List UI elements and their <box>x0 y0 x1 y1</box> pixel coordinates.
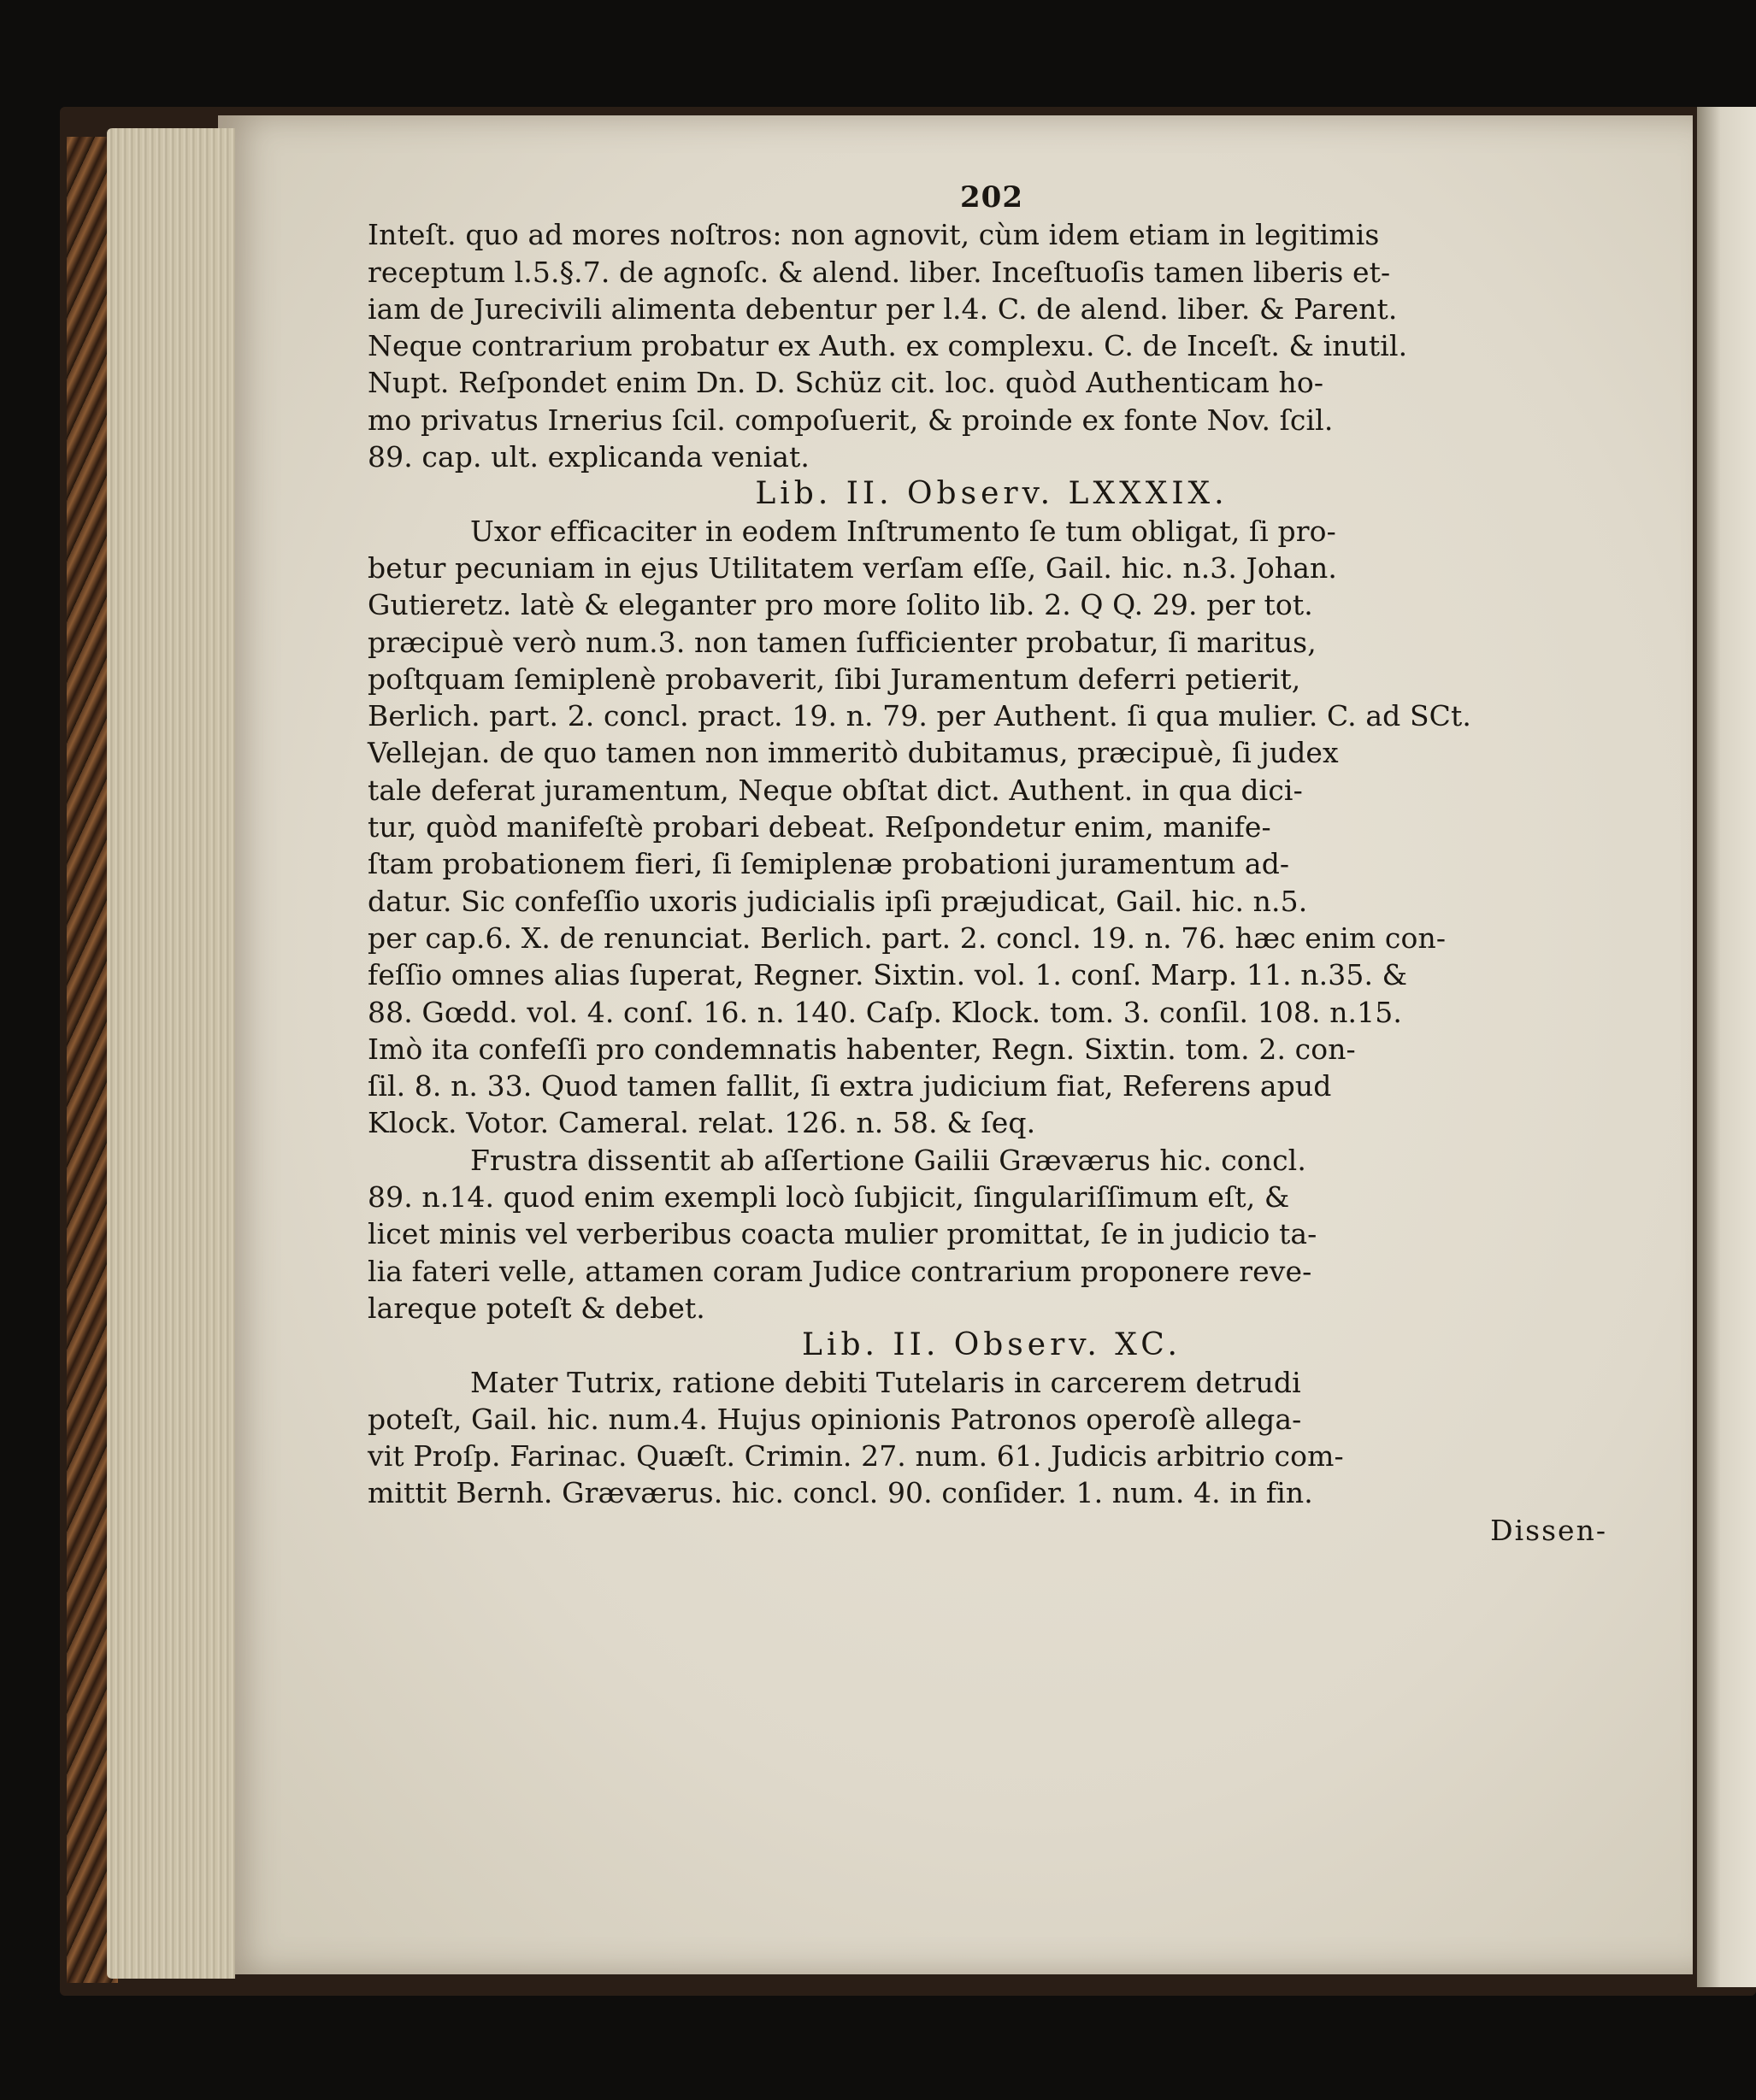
text-line: tur, quòd manifeſtè probari debeat. Reſpondetur enim, manife- <box>368 810 1271 844</box>
text-line: licet minis vel verberibus coacta mulier promittat, ſe in judicio ta- <box>368 1217 1317 1251</box>
page-edges <box>107 128 235 1979</box>
catchword: Dissen- <box>1490 1513 1607 1547</box>
paragraph-observ-90 <box>368 1364 1616 1512</box>
text-line: præcipuè verò num.3. non tamen ſufficienter probatur, ſi maritus, <box>368 625 1317 659</box>
text-line: Mater Tutrix, ratione debiti Tutelaris in carcerem detrudi <box>470 1365 1301 1399</box>
text-line: datur. Sic confeſſio uxoris judicialis ipſi præjudicat, Gail. hic. n.5. <box>368 884 1308 918</box>
text-line: Imò ita confeſſi pro condemnatis habenter, Regn. Sixtin. tom. 2. con- <box>368 1032 1356 1066</box>
text-line: poteſt, Gail. hic. num.4. Hujus opinionis Patronos operoſè allega- <box>368 1402 1302 1436</box>
text-line: betur pecuniam in ejus Utilitatem verſam eſſe, Gail. hic. n.3. Johan. <box>368 550 1337 585</box>
text-line: Uxor efficaciter in eodem Inſtrumento ſe tum obligat, ſi pro- <box>470 514 1336 548</box>
text-line: tale deferat juramentum, Neque obſtat dict. Authent. in qua dici- <box>368 773 1303 807</box>
opening-paragraph <box>368 216 1616 475</box>
text-line: iam de Jurecivili alimenta debentur per l.4. C. de alend. liber. & Parent. <box>368 291 1398 326</box>
text-line: 89. cap. ult. explicanda veniat. <box>368 440 810 474</box>
text-line: Inteſt. quo ad mores noſtros: non agnovit, cùm idem etiam in legitimis <box>368 218 1380 252</box>
page-number: 202 <box>960 180 1023 215</box>
text-line: ſtam probationem fieri, ſi ſemiplenæ probationi juramentum ad- <box>368 847 1290 881</box>
paragraph-observ-89 <box>368 513 1616 1142</box>
text-line: Neque contrarium probatur ex Auth. ex complexu. C. de Inceſt. & inutil. <box>368 329 1408 363</box>
page-text <box>368 179 1616 1803</box>
facing-page-edge <box>1697 107 1756 1987</box>
text-line: ſil. 8. n. 33. Quod tamen fallit, ſi extra judicium fiat, Referens apud <box>368 1069 1332 1103</box>
text-line: poſtquam ſemiplenè probaverit, ſibi Juramentum deferri petierit, <box>368 662 1301 696</box>
text-line: vit Proſp. Farinac. Quæſt. Crimin. 27. num. 61. Judicis arbitrio com- <box>368 1439 1344 1474</box>
section-heading: Lib. II. Observ. LXXXIX. <box>755 476 1229 512</box>
text-line: Klock. Votor. Cameral. relat. 126. n. 58. & ſeq. <box>368 1106 1036 1140</box>
text-line: per cap.6. X. de renunciat. Berlich. part. 2. concl. 19. n. 76. hæc enim con- <box>368 921 1447 955</box>
section-heading: Lib. II. Observ. XC. <box>802 1327 1181 1363</box>
text-line: Nupt. Reſpondet enim Dn. D. Schüz cit. loc. quòd Authenticam ho- <box>368 366 1324 400</box>
text-line: lia fateri velle, attamen coram Judice contrarium proponere reve- <box>368 1254 1312 1288</box>
text-line: Gutieretz. latè & eleganter pro more ſolito lib. 2. Q Q. 29. per tot. <box>368 588 1313 622</box>
text-line: Berlich. part. 2. concl. pract. 19. n. 79. per Authent. ſi qua mulier. C. ad SCt. <box>368 699 1471 733</box>
paragraph-frustra <box>368 1142 1616 1326</box>
text-line: lareque poteſt & debet. <box>368 1291 705 1325</box>
text-line: Vellejan. de quo tamen non immeritò dubitamus, præcipuè, ſi judex <box>368 736 1339 770</box>
text-line: 88. Gœdd. vol. 4. conſ. 16. n. 140. Caſp. Klock. tom. 3. conſil. 108. n.15. <box>368 995 1402 1029</box>
text-line: 89. n.14. quod enim exempli locò ſubjicit, ſingulariſſimum eſt, & <box>368 1180 1290 1215</box>
text-line: mo privatus Irnerius ſcil. compoſuerit, & proinde ex fonte Nov. ſcil. <box>368 403 1334 437</box>
text-line: Frustra dissentit ab aſſertione Gailii Græværus hic. concl. <box>470 1143 1306 1177</box>
text-line: receptum l.5.§.7. de agnoſc. & alend. liber. Inceſtuoſis tamen liberis et- <box>368 255 1391 289</box>
text-line: feſſio omnes alias ſuperat, Regner. Sixtin. vol. 1. conſ. Marp. 11. n.35. & <box>368 958 1408 992</box>
text-line: mittit Bernh. Græværus. hic. concl. 90. conſider. 1. num. 4. in fin. <box>368 1476 1313 1510</box>
